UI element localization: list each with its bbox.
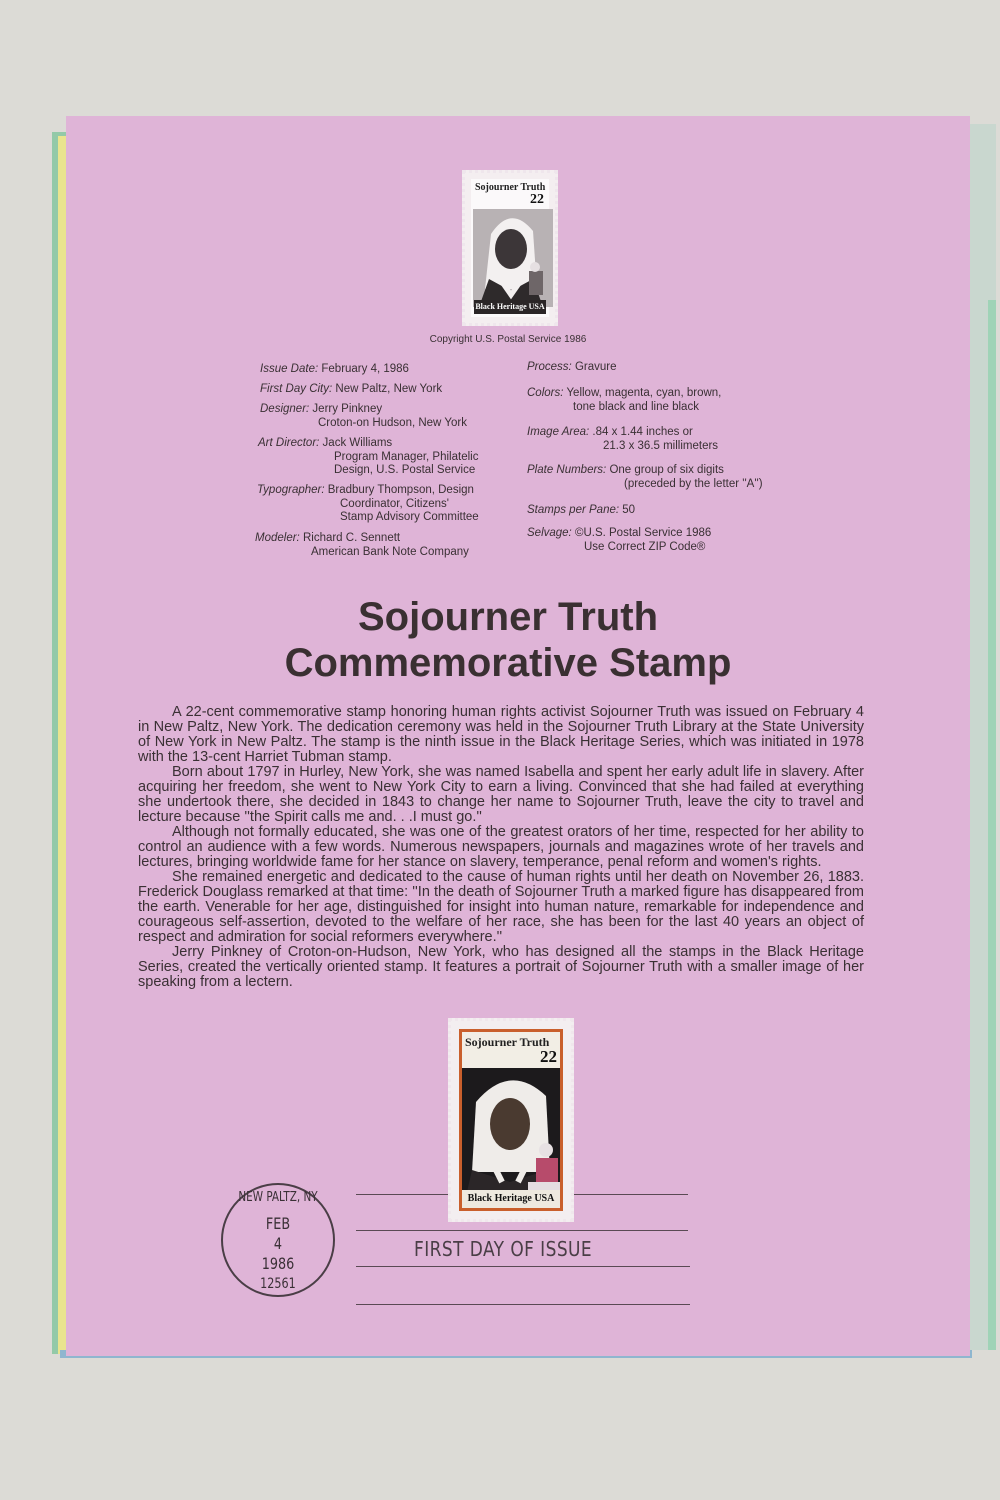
stamp-denomination-large: 22 xyxy=(540,1047,557,1066)
spec-label: Designer: xyxy=(260,403,310,415)
spec-value: Use Correct ZIP Code® xyxy=(584,540,706,553)
spec-value: Bradbury Thompson, Design xyxy=(327,484,474,496)
address-line xyxy=(356,1304,690,1305)
spec-issue-date xyxy=(260,363,409,377)
spec-modeler xyxy=(255,532,469,559)
stamp-denomination-small: 22 xyxy=(530,192,544,207)
page-title xyxy=(66,594,950,686)
spec-value: Program Manager, Philatelic xyxy=(334,450,479,463)
body-text xyxy=(138,705,864,990)
spec-art-director xyxy=(258,437,478,478)
stamp-series-small: Black Heritage USA xyxy=(474,300,546,314)
address-line xyxy=(356,1266,690,1267)
spec-label: Plate Numbers: xyxy=(527,464,607,476)
spec-value: tone black and line black xyxy=(573,400,699,413)
address-line xyxy=(356,1230,688,1231)
paragraph: Born about 1797 in Hurley, New York, she was named Isabella and spent her early adult life in slavery. After acquiring her freedom, she went to New York City to earn a living. Convinced that she had failed at everything she undertook there, she decided in 1843 to change her name to Sojourner Truth, leave the city to travel and lecture because ''the Spirit calls me and. . .I must go.'' xyxy=(138,764,864,825)
souvenir-page xyxy=(66,116,970,1356)
spec-value: One group of six digits xyxy=(609,464,724,476)
postmark-city: NEW PALTZ, NY xyxy=(238,1190,318,1205)
postmark-zip: 12561 xyxy=(260,1276,296,1292)
stamp-image-small xyxy=(462,170,558,326)
spec-label: Process: xyxy=(527,361,572,373)
underlying-sheet-right-edge xyxy=(988,300,996,1350)
spec-value: (preceded by the letter ''A'') xyxy=(624,477,763,490)
stamp-series-large: Black Heritage USA xyxy=(462,1190,560,1208)
paragraph: A 22-cent commemorative stamp honoring human rights activist Sojourner Truth was issued on February 4 in New Paltz, New York. The dedication ceremony was held in the Sojourner Truth Library at the State University of New York in New Paltz. The stamp is the ninth issue in the Black Heritage Series, which was initiated in 1978 with the 13-cent Harriet Tubman stamp. xyxy=(138,704,864,765)
title-line-2: Commemorative Stamp xyxy=(284,641,732,685)
spec-stamps-per-pane xyxy=(527,504,635,518)
spec-designer xyxy=(260,403,467,430)
stamp-name-small: Sojourner Truth xyxy=(475,182,546,193)
spec-label: Stamps per Pane: xyxy=(527,504,620,516)
paragraph: Jerry Pinkney of Croton-on-Hudson, New York, who has designed all the stamps in the Black Heritage Series, created the vertically oriented stamp. It features a portrait of Sojourner Truth with a smaller image of her speaking from a lectern. xyxy=(138,944,864,990)
spec-label: Colors: xyxy=(527,387,564,399)
spec-label: Modeler: xyxy=(255,532,300,544)
spec-value: 50 xyxy=(622,504,636,516)
paragraph: Although not formally educated, she was one of the greatest orators of her time, respected for her ability to control an audience with a few words. Numerous newspapers, journals and magazines wrote of her travels and lectures, bringing worldwide fame for her stance on slavery, temperance, penal reform and women's rights. xyxy=(138,824,864,870)
spec-colors xyxy=(527,387,721,414)
postmark xyxy=(218,1180,338,1300)
spec-value: New Paltz, New York xyxy=(335,383,443,395)
spec-selvage xyxy=(527,527,711,554)
spec-value: .84 x 1.44 inches or xyxy=(592,426,693,438)
spec-plate-numbers xyxy=(527,464,763,491)
copyright-line: Copyright U.S. Postal Service 1986 xyxy=(429,334,587,345)
paragraph: She remained energetic and dedicated to the cause of human rights until her death on November 26, 1883. Frederick Douglass remarked at that time: ''In the death of Sojourner Truth a marked figure has disappeared from the earth. Venerable for her age, distinguished for insight into human nature, remarkable for independence and courageous self-assertion, devoted to the welfare of her race, she has been for the last 40 years an object of respect and admiration for social reformers everywhere.'' xyxy=(138,869,864,945)
stamp-image-cancelled xyxy=(448,1018,574,1222)
spec-value: 21.3 x 36.5 millimeters xyxy=(603,439,719,452)
spec-value: Gravure xyxy=(574,361,617,373)
spec-value: Jerry Pinkney xyxy=(312,403,383,415)
postmark-month: FEB xyxy=(265,1214,291,1233)
stamp-name-large: Sojourner Truth xyxy=(465,1035,550,1049)
spec-label: Typographer: xyxy=(257,484,325,496)
spec-typographer xyxy=(257,484,479,525)
spec-label: Issue Date: xyxy=(260,363,319,375)
spec-value: American Bank Note Company xyxy=(311,545,469,558)
spec-label: Image Area: xyxy=(527,426,590,438)
spec-first-day-city xyxy=(260,383,442,397)
title-line-1: Sojourner Truth xyxy=(358,595,658,639)
spec-value: Jack Williams xyxy=(322,437,393,449)
postmark-year: 1986 xyxy=(261,1254,295,1273)
postmark-day: 4 xyxy=(273,1234,283,1253)
spec-value: Stamp Advisory Committee xyxy=(340,511,479,523)
first-day-of-issue-label: FIRST DAY OF ISSUE xyxy=(414,1237,593,1261)
spec-value: Yellow, magenta, cyan, brown, xyxy=(566,387,722,399)
spec-value: Design, U.S. Postal Service xyxy=(334,464,476,476)
spec-image-area xyxy=(527,426,718,453)
spec-value: Richard C. Sennett xyxy=(302,532,401,544)
spec-label: First Day City: xyxy=(260,383,333,395)
spec-process xyxy=(527,361,617,375)
spec-value: Coordinator, Citizens' xyxy=(340,497,449,510)
spec-value: ©U.S. Postal Service 1986 xyxy=(574,527,712,539)
spec-value: February 4, 1986 xyxy=(321,363,409,375)
spec-value: Croton-on Hudson, New York xyxy=(318,416,467,429)
spec-label: Art Director: xyxy=(258,437,320,449)
spec-label: Selvage: xyxy=(527,527,572,539)
